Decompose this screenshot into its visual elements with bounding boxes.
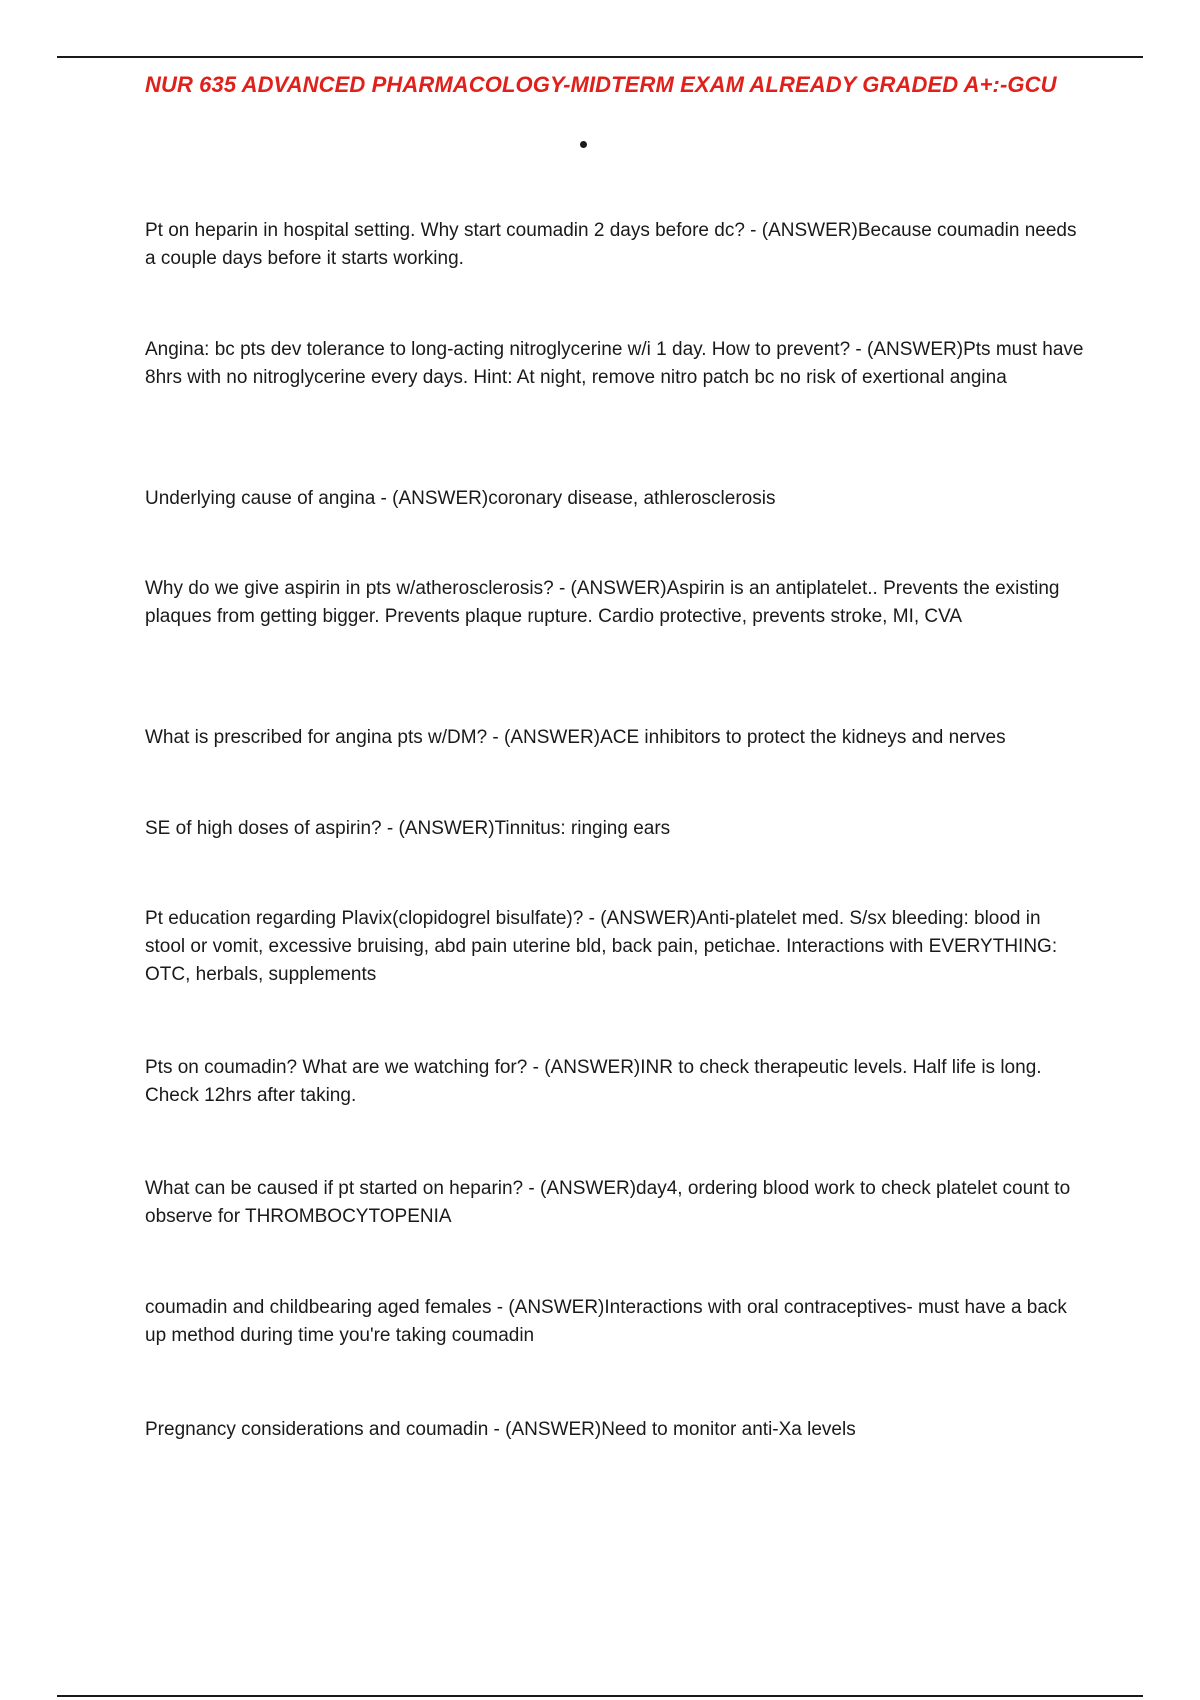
qa-item-coumadin-females: coumadin and childbearing aged females - (ANSWER)Interactions with oral contraceptives- must have a back up method during time you're taking coumadin xyxy=(145,1297,1067,1346)
qa-item-coumadin-monitoring: Pts on coumadin? What are we watching for? - (ANSWER)INR to check therapeutic levels. Half life is long. Check 12hrs after taking. xyxy=(145,1057,1042,1106)
qa-item-aspirin-se: SE of high doses of aspirin? - (ANSWER)Tinnitus: ringing ears xyxy=(145,818,671,839)
top-rule xyxy=(57,56,1143,58)
qa-item-angina-dm: What is prescribed for angina pts w/DM? - (ANSWER)ACE inhibitors to protect the kidneys and nerves xyxy=(145,727,1006,748)
qa-item-heparin-thrombocytopenia: What can be caused if pt started on heparin? - (ANSWER)day4, ordering blood work to check platelet count to observe for THROMBOCYTOPENIA xyxy=(145,1178,1071,1227)
bottom-rule xyxy=(57,1695,1143,1697)
qa-item-coumadin-pregnancy: Pregnancy considerations and coumadin - (ANSWER)Need to monitor anti-Xa levels xyxy=(145,1419,856,1440)
document-title: NUR 635 ADVANCED PHARMACOLOGY-MIDTERM EXAM ALREADY GRADED A+:-GCU xyxy=(145,72,1057,97)
qa-item-angina-cause: Underlying cause of angina - (ANSWER)coronary disease, athlerosclerosis xyxy=(145,488,776,509)
qa-item-plavix-education: Pt education regarding Plavix(clopidogrel bisulfate)? - (ANSWER)Anti-platelet med. S/sx bleeding: blood in stool or vomit, excessive bruising, abd pain uterine bld, back pain, petichae. Interactions with EVERYTHING: OTC, herbals, supplements xyxy=(145,908,1058,985)
qa-item-nitroglycerine-tolerance: Angina: bc pts dev tolerance to long-acting nitroglycerine w/i 1 day. How to prevent? - (ANSWER)Pts must have 8hrs with no nitroglycerine every days. Hint: At night, remove nitro patch bc no risk of exertional angina xyxy=(145,339,1084,388)
qa-item-aspirin-atherosclerosis: Why do we give aspirin in pts w/atherosclerosis? - (ANSWER)Aspirin is an antiplatelet.. Prevents the existing plaques from getting bigger. Prevents plaque rupture. Cardio protective, prevents stroke, MI, CVA xyxy=(145,578,1060,627)
bullet-point xyxy=(580,141,587,148)
qa-item-heparin-coumadin: Pt on heparin in hospital setting. Why start coumadin 2 days before dc? - (ANSWER)Because coumadin needs a couple days before it starts working. xyxy=(145,220,1077,269)
